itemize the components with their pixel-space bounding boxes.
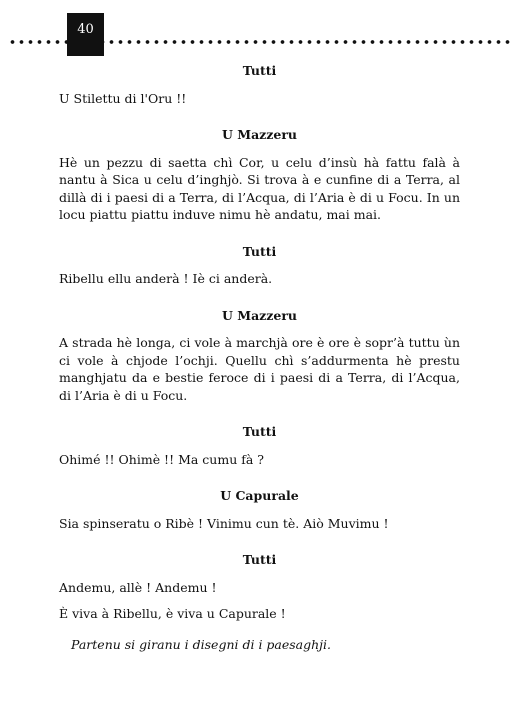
speaker-name: U Mazzeru: [221, 307, 297, 323]
speaker-name: U Mazzeru: [221, 127, 297, 142]
speaker-name: U Capurale: [220, 488, 299, 503]
dialogue-line: È viva à Ribellu, è viva u Capurale !: [59, 606, 286, 621]
dialogue-line: A strada hè longa, ci vole à marchjà ore è ore è sopr’à tuttu ùn ci vole à chjode l’ochji. Quellu chì s’addurmenta hè prestu manghjatu da e bestie feroce di i paesi di a Terra, di l’Acqua, di l’Aria è di u Focu.: [59, 335, 460, 403]
speaker-name: Tutti: [242, 243, 277, 259]
play-text: [59, 58, 460, 653]
speaker-name: Tutti: [242, 63, 277, 78]
stage-direction: Partenu si giranu i disegni di i paesaghji.: [71, 636, 332, 652]
speaker-name: Tutti: [242, 424, 277, 439]
dialogue-line: Sia spinseratu o Ribè ! Vinimu cun tè. Aiò Muvimu !: [59, 515, 389, 531]
dialogue-line: Ribellu ellu anderà ! Iè ci anderà.: [59, 271, 273, 286]
dialogue-line: Andemu, allè ! Andemu !: [59, 579, 217, 595]
dialogue-line: Hè un pezzu di saetta chì Cor, u celu d’insù hà fattu falà à nantu à Sica u celu d’inghjò. Si trova à e cunfine di a Terra, al dillà di i paesi di a Terra, di l’Acqua, di l’Aria è di u Focu. In un locu piattu piattu induve nimu hè andatu, mai mai.: [59, 154, 460, 222]
page-number: 40: [67, 13, 104, 56]
speaker-name: Tutti: [242, 552, 277, 567]
dialogue-line: U Stilettu di l'Oru !!: [59, 90, 187, 106]
dialogue-line: Ohimé !! Ohimè !! Ma cumu fà ?: [59, 451, 264, 467]
